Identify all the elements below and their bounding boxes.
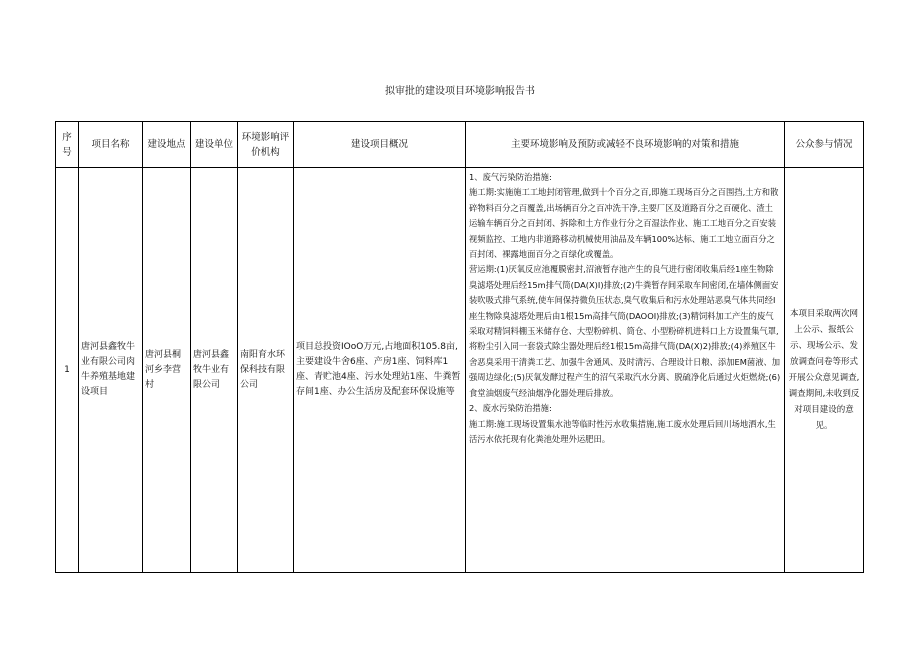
header-public: 公众参与情况 bbox=[785, 122, 864, 168]
header-unit: 建设单位 bbox=[191, 122, 238, 168]
page-title: 拟审批的建设项目环境影响报告书 bbox=[385, 86, 535, 97]
cell-public: 本项目采取两次网上公示、报纸公示、现场公示、发放调查问卷等形式开展公众意见调查,调查期间,未收到反对项目建设的意见。 bbox=[785, 168, 864, 573]
header-name: 项目名称 bbox=[79, 122, 143, 168]
impacts-line: 营运期:(1)厌氧反应池覆膜密封,沼液暂存池产生的良气进行密闭收集后经1座生物除臭滤塔处理后经15m排气筒(DA(X)I)排放;(2)牛粪暂存间采取车间密闭,在墙体侧面安装吹吸式排气系统,使车间保持微负压状态,臭气收集后和污水处理站恶臭气体共同经I座生物除臭滤塔处理后由1根15m高排气筒(DAOOI)排放;(3)精饲料加工产生的废气采取对精饲料棚玉米储存仓、大型粉碎机、筒仓、小型粉碎机进料口上方设置集气罩,将粉尘引入同一套袋式除尘器处理后经1根15m高排气筒(DA(X)2)排放;(4)养殖区牛舍恶臭采用干清粪工艺、加强牛舍通风、及时清污、合理设计日粮、添加EM菌液、加强周边绿化;(5)厌氧发酵过程产生的沼气采取汽水分离、脱硫净化后通过火炬燃烧;(6)食堂油烟废气经油烟净化器处理后排放。 bbox=[469, 264, 781, 398]
cell-impacts bbox=[466, 168, 785, 573]
header-row bbox=[56, 122, 864, 168]
table-row bbox=[56, 168, 864, 573]
header-impacts: 主要环境影响及预防或减轻不良环境影响的对策和措施 bbox=[466, 122, 785, 168]
header-eia-org: 环境影响评价机构 bbox=[238, 122, 294, 168]
header-location: 建设地点 bbox=[143, 122, 191, 168]
impacts-line: 2、废水污染防治措施: bbox=[469, 403, 552, 414]
header-overview: 建设项目概况 bbox=[294, 122, 466, 168]
cell-name: 唐河县鑫牧牛业有限公司肉牛养殖基地建设项目 bbox=[79, 168, 143, 573]
cell-overview: 项目总投资IOoO万元,占地面积105.8亩,主要建设牛舍6座、产房1座、饲料库1座、青贮池4座、污水处理站1座、牛粪暂存间1座、办公生活房及配套环保设施等 bbox=[294, 168, 466, 573]
cell-eia-org: 南阳育水环保科技有限公司 bbox=[238, 168, 294, 573]
cell-unit: 唐河县鑫牧牛业有限公司 bbox=[191, 168, 238, 573]
project-table bbox=[55, 121, 864, 573]
impacts-line: 施工期:施工现场设置集水池等临时性污水收集措施,施工废水处理后回川场地洒水,生活污水依托现有化粪池处理外运肥田。 bbox=[469, 418, 776, 444]
cell-seq: 1 bbox=[56, 168, 79, 573]
impacts-line: 1、废气污染防治措施: bbox=[469, 172, 552, 182]
header-seq: 序号 bbox=[56, 122, 79, 168]
cell-location: 唐河县桐河乡李营村 bbox=[143, 168, 191, 573]
impacts-line: 施工期:实施施工工地封闭管理,做到十个百分之百,即施工现场百分之百围挡,土方和散碎物料百分之百覆盖,出场辆百分之百冲洗干净,主要厂区及道路百分之百硬化、渣土运输车辆百分之百封闭、拆除和土方作业行分之百湿法作业、施工工地百分之百安装视频监控、工地内非道路移动机械使用油品及车辆100%达标、施工工地立面百分之百封闭、裸露地面百分之百绿化或覆盖。 bbox=[469, 187, 779, 260]
